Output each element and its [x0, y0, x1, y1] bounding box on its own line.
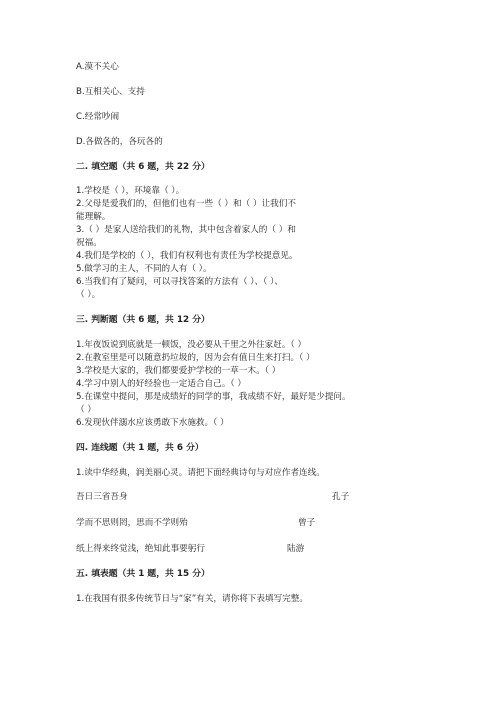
section-heading-table: 五. 填表题（共 1 题，共 15 分） — [76, 569, 210, 579]
option-a: A.漠不关心 — [76, 62, 119, 72]
question-line: 5.在课堂中提问，那是成绩好的同学的事，我成绩不好，最好是少提问。 — [76, 392, 351, 402]
question-line: 1.学校是（ ），环境靠（ ）。 — [76, 186, 185, 196]
question-line: 4.学习中别人的好经验也一定适合自己。（ ） — [76, 379, 246, 389]
matching-instruction: 1.读中华经典，润美丽心灵。请把下面经典诗句与对应作者连线。 — [76, 468, 325, 478]
question-line: 5.做学习的主人，不同的人有（ ）。 — [76, 264, 212, 274]
question-line: 6.当我们有了疑问，可以寻找答案的方法有（ ）、（ ）、 — [76, 277, 284, 287]
section-heading-matching: 四. 连线题（共 1 题，共 6 分） — [76, 443, 204, 453]
question-line: 6.发现伙伴溺水应该勇敢下水施救。（ ） — [76, 418, 229, 428]
question-line: 2.父母是爱我们的，但他们也有一些（ ）和（ ）让我们不 — [76, 199, 296, 209]
question-line: 能理解。 — [76, 212, 111, 222]
matching-quote: 学而不思则罔，思而不学则殆 — [76, 518, 188, 528]
matching-author: 曾子 — [298, 518, 316, 528]
option-b: B.互相关心、支持 — [76, 87, 145, 97]
matching-quote: 纸上得来终觉浅，绝知此事要躬行 — [76, 544, 205, 554]
question-line: （ ）。 — [76, 290, 101, 300]
question-line: （ ） — [76, 405, 96, 415]
option-c: C.经常吵闹 — [76, 112, 120, 122]
question-line: 祝福。 — [76, 238, 102, 248]
question-line: 3.学校是大家的，我们都要爱护学校的一草一木。（ ） — [76, 366, 281, 376]
question-line: 2.在教室里是可以随意扔垃圾的，因为会有值日生来打扫。（ ） — [76, 353, 315, 363]
section-heading-true-false: 三. 判断题（共 6 题，共 12 分） — [76, 315, 210, 325]
question-line: 1.年夜饭说到底就是一顿饭，没必要从千里之外往家赶。（ ） — [76, 340, 307, 350]
question-line: 4.我们是学校的（ ），我们有权利也有责任为学校提意见。 — [76, 251, 298, 261]
matching-quote: 吾日三省吾身 — [76, 492, 128, 502]
question-line: 3.（ ）是家人送给我们的礼物，其中包含着家人的（ ）和 — [76, 225, 296, 235]
section-heading-fill-blank: 二. 填空题（共 6 题，共 22 分） — [76, 162, 210, 172]
option-d: D.各做各的，各玩各的 — [76, 137, 163, 147]
table-instruction: 1.在我国有很多传统节日与“家”有关，请你将下表填写完整。 — [76, 594, 308, 604]
matching-author: 孔子 — [332, 492, 350, 502]
matching-author: 陆游 — [287, 544, 305, 554]
